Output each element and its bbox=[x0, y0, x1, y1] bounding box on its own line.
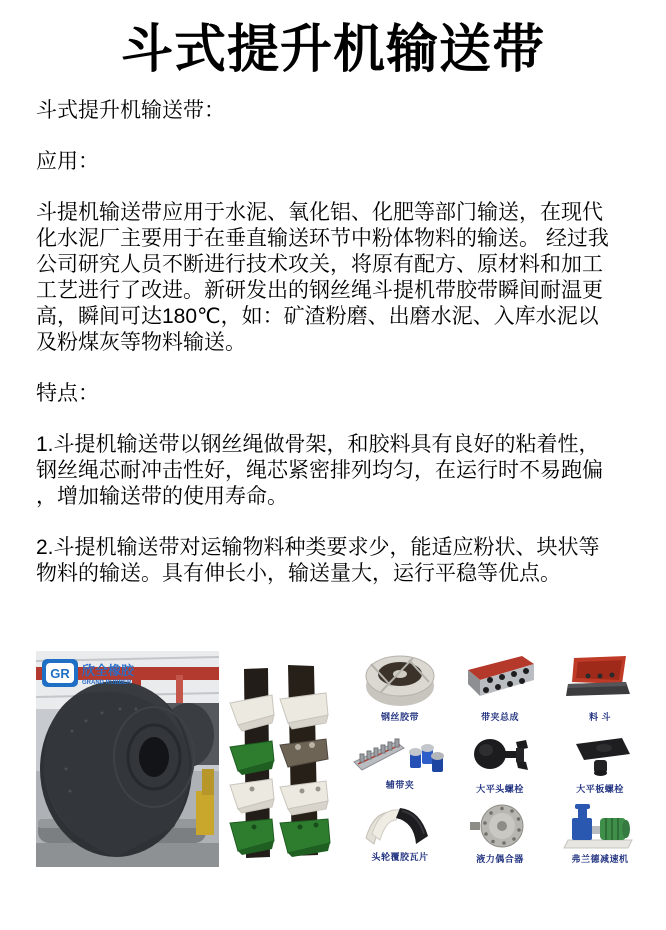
logo-cn-text: 欣全橡胶 bbox=[82, 663, 135, 678]
belt-roll-illustration bbox=[36, 651, 219, 867]
product-label: 弗兰德减速机 bbox=[571, 854, 629, 864]
product-label: 大平头螺栓 bbox=[476, 784, 524, 794]
paragraph-feature-1: 1.斗提机输送带以钢丝绳做骨架，和胶料具有良好的粘着性，钢丝绳芯耐冲击性好，绳芯紧密排列均匀，在运行时不易跑偏，增加输送带的使用寿命。 bbox=[36, 433, 603, 508]
aux-belt-clamp-icon bbox=[352, 736, 448, 776]
product-flender-reducer bbox=[547, 802, 653, 865]
product-steel-wire-belt bbox=[347, 652, 453, 723]
product-aux-belt-clamp bbox=[347, 736, 453, 791]
logo-en-text: GRAND RUBBER bbox=[82, 680, 132, 686]
product-flat-head-bolt bbox=[447, 736, 553, 795]
product-label: 头轮覆胶瓦片 bbox=[371, 852, 429, 862]
paragraph-product-name: 斗式提升机输送带： bbox=[36, 99, 225, 122]
flender-reducer-icon bbox=[562, 802, 638, 850]
flat-plate-bolt-icon bbox=[564, 736, 636, 780]
bucket-display-board-photo bbox=[228, 663, 340, 859]
paragraph-application-body: 斗提机输送带应用于水泥、氧化铝、化肥等部门输送，在现代化水泥厂主要用于在垂直输送环节中粉体物料的输送。 经过我公司研究人员不断进行技术攻关，将原有配方、原材料和加工工艺进行了改进。新研发出的钢丝绳斗提机带胶带瞬间耐温更高，瞬间可达180℃，如：矿渣粉磨、出磨水泥、入库水泥以及粉煤灰等物料输送。 bbox=[36, 201, 609, 354]
product-label: 液力偶合器 bbox=[476, 854, 524, 864]
steel-wire-belt-icon bbox=[361, 652, 439, 708]
product-label: 钢丝胶带 bbox=[380, 712, 419, 722]
paragraph-features-heading: 特点： bbox=[36, 382, 99, 405]
product-label: 辅带夹 bbox=[385, 780, 415, 790]
page-title: 斗式提升机输送带 bbox=[120, 21, 545, 79]
product-hopper bbox=[547, 652, 653, 723]
paragraph-feature-2: 2.斗提机输送带对运输物料种类要求少，能适应粉状、块状等物料的输送。具有伸长小，输送量大，运行平稳等优点。 bbox=[36, 536, 600, 585]
description-text bbox=[36, 98, 616, 612]
product-label: 料 斗 bbox=[588, 712, 611, 722]
belt-clamp-assembly-icon bbox=[460, 652, 540, 708]
belt-roll-factory-photo bbox=[36, 651, 219, 867]
svg-text:GR: GR bbox=[50, 666, 70, 681]
hydraulic-coupling-icon bbox=[464, 802, 536, 850]
product-rubber-tiles bbox=[347, 802, 453, 863]
product-hydraulic-coupling bbox=[447, 802, 553, 865]
product-label: 大平板螺栓 bbox=[576, 784, 624, 794]
flat-head-bolt-icon bbox=[464, 736, 536, 780]
grand-rubber-logo bbox=[42, 659, 135, 687]
product-flat-plate-bolt bbox=[547, 736, 653, 795]
bucket-board-illustration bbox=[228, 663, 340, 859]
product-label: 带夹总成 bbox=[480, 712, 519, 722]
hopper-icon bbox=[564, 652, 636, 708]
rubber-tiles-icon bbox=[362, 802, 438, 848]
paragraph-application-heading: 应用： bbox=[36, 150, 99, 173]
product-belt-clamp-assembly bbox=[447, 652, 553, 723]
